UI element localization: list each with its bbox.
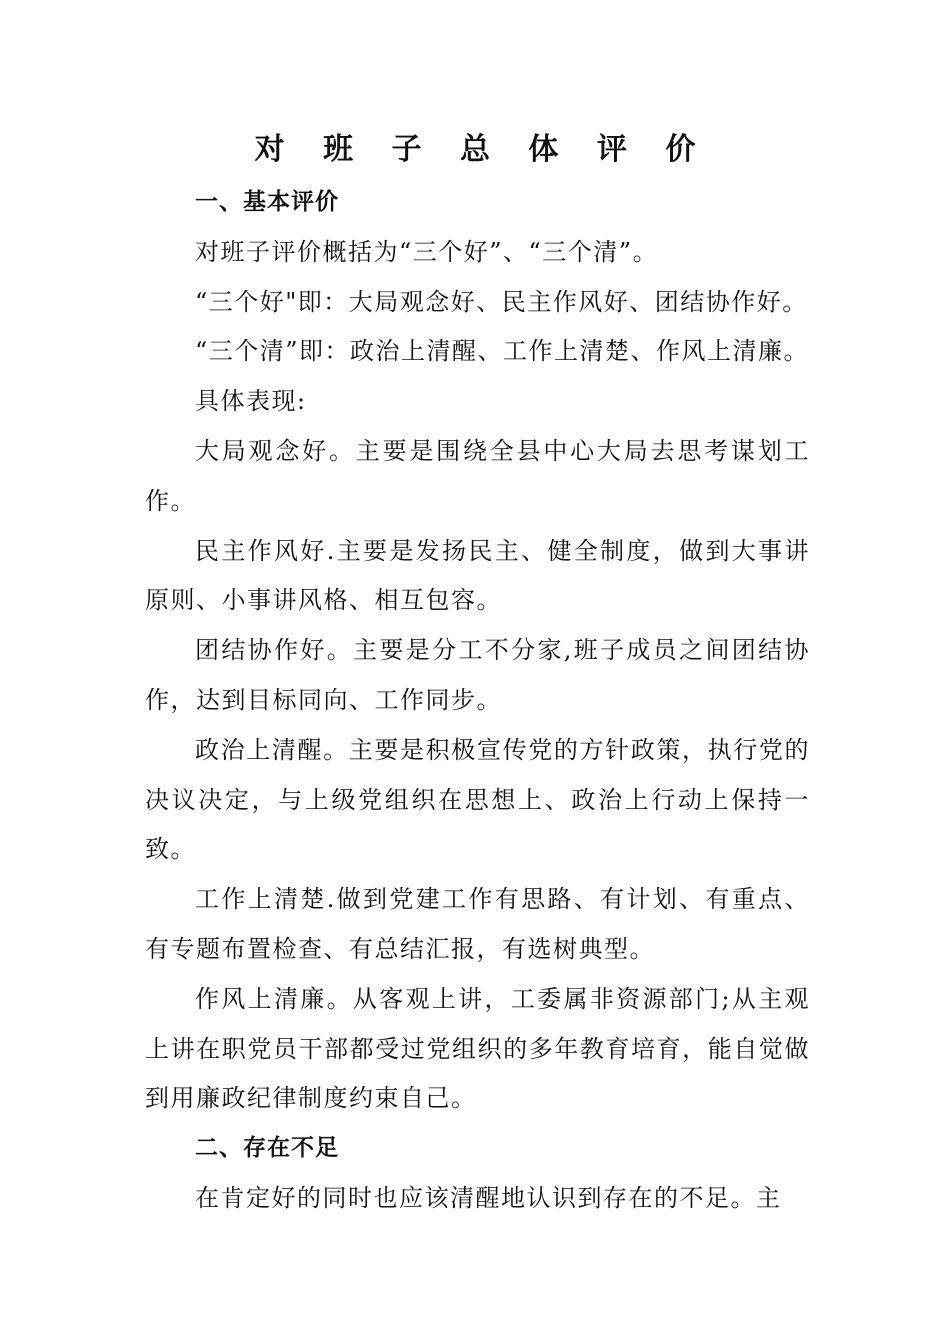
section-heading-shortcomings: 二、存在不足 bbox=[195, 1135, 339, 1162]
paragraph-specifics-label: 具体表现: bbox=[195, 387, 307, 416]
section-heading-basic-evaluation: 一、基本评价 bbox=[195, 189, 339, 215]
paragraph-summary: 对班子评价概括为“三个好”、“三个清”。 bbox=[195, 237, 659, 266]
paragraph-work-clarity: 工作上清楚.做到党建工作有思路、有计划、有重点、有专题布置检查、有总结汇报，有选树典型。 bbox=[145, 885, 810, 963]
document-title: 对 班 子 总 体 评 价 bbox=[254, 132, 710, 167]
paragraph-integrity: 作风上清廉。从客观上讲，工委属非资源部门;从主观上讲在职党员干部都受过党组织的多年教育培育，能自觉做到用廉政纪律制度约束自己。 bbox=[145, 984, 810, 1113]
paragraph-political-clarity: 政治上清醒。主要是积极宣传党的方针政策，执行党的决议决定，与上级党组织在思想上、政治上行动上保持一致。 bbox=[145, 735, 810, 864]
paragraph-big-picture: 大局观念好。主要是围绕全县中心大局去思考谋划工作。 bbox=[145, 436, 810, 515]
paragraph-shortcomings-intro: 在肯定好的同时也应该清醒地认识到存在的不足。主 bbox=[195, 1183, 782, 1212]
document-body bbox=[145, 178, 810, 1224]
paragraph-three-goods: “三个好"即：大局观念好、民主作风好、团结协作好。 bbox=[195, 287, 808, 316]
paragraph-unity: 团结协作好。主要是分工不分家,班子成员之间团结协作，达到目标同向、工作同步。 bbox=[145, 636, 810, 714]
paragraph-democratic-style: 民主作风好.主要是发扬民主、健全制度，做到大事讲原则、小事讲风格、相互包容。 bbox=[145, 536, 810, 615]
paragraph-three-clears: “三个清”即：政治上清醒、工作上清楚、作风上清廉。 bbox=[195, 337, 810, 366]
